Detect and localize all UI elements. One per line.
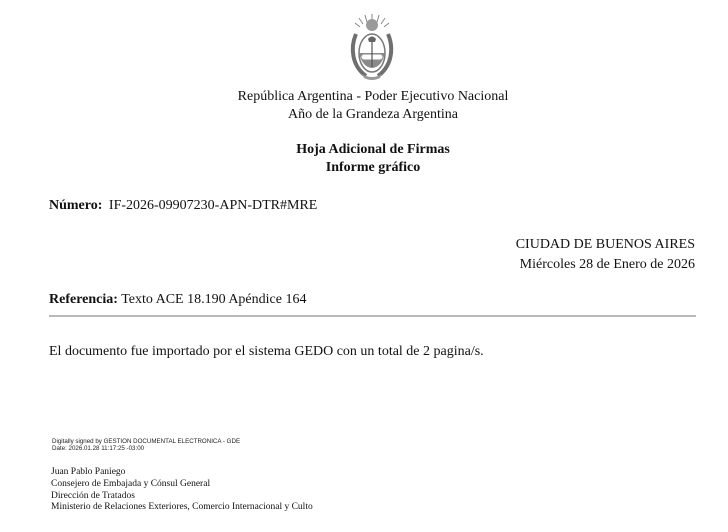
digital-signature-line-1: Digitally signed by GESTION DOCUMENTAL ELECTRONICA - GDE — [52, 438, 241, 445]
document-subtitle: Informe gráfico — [325, 160, 421, 175]
document-title: Hoja Adicional de Firmas — [296, 142, 450, 157]
numero-label: Número: — [49, 198, 103, 213]
referencia-value: Texto ACE 18.190 Apéndice 164 — [121, 292, 307, 307]
header-line-2: Año de la Grandeza Argentina — [287, 107, 458, 122]
signer-ministry: Ministerio de Relaciones Exteriores, Comercio Internacional y Culto — [51, 502, 313, 512]
date: Miércoles 28 de Enero de 2026 — [519, 257, 695, 272]
signer-position: Consejero de Embajada y Cónsul General — [51, 479, 211, 489]
signer-direction: Dirección de Tratados — [51, 491, 135, 501]
referencia-row — [49, 291, 306, 308]
argentina-coat-of-arms-icon — [348, 12, 396, 84]
city: CIUDAD DE BUENOS AIRES — [515, 237, 695, 252]
body-text: El documento fue importado por el sistema GEDO con un total de 2 pagina/s. — [49, 344, 484, 359]
digital-signature-line-2: Date: 2026.01.28 11:17:25 -03:00 — [52, 445, 145, 452]
referencia-label: Referencia: — [49, 292, 118, 307]
signer-name: Juan Pablo Paniego — [51, 467, 126, 477]
divider — [49, 315, 696, 317]
numero-value: IF-2026-09907230-APN-DTR#MRE — [108, 198, 318, 213]
numero-row — [49, 197, 317, 214]
header-line-1: República Argentina - Poder Ejecutivo Nacional — [237, 89, 509, 104]
